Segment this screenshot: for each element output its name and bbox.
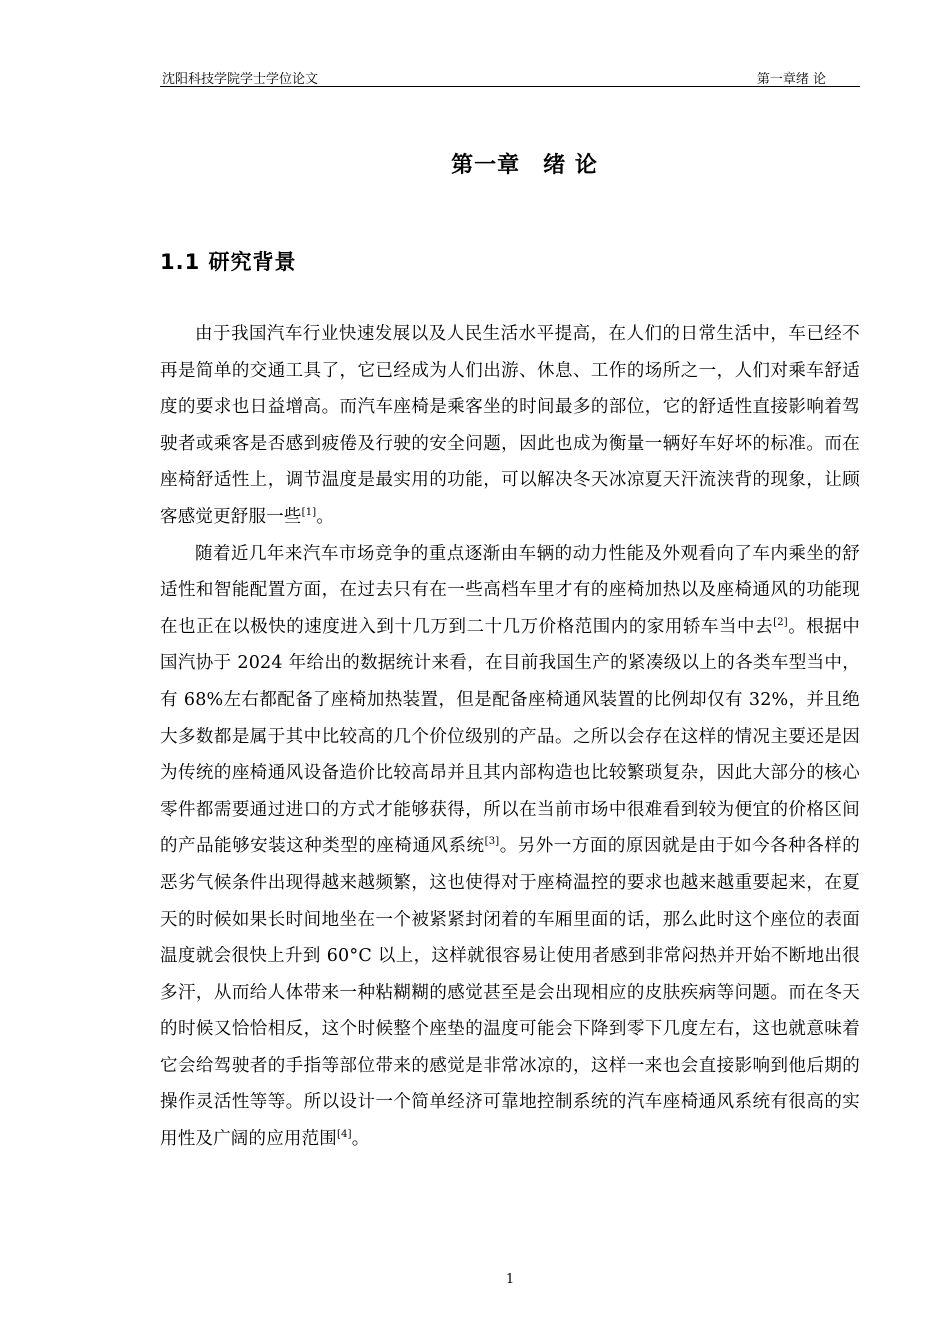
citation-ref: [4] <box>337 1129 352 1141</box>
paragraph-text: 由于我国汽车行业快速发展以及人民生活水平提高，在人们的日常生活中，车已经不再是简单的交通工具了，它已经成为人们出游、休息、工作的场所之一，人们对乘车舒适度的要求也日益增高。而汽车座椅是乘客坐的时间最多的部位，它的舒适性直接影响着驾驶者或乘客是否感到疲倦及行驶的安全问题，因此也成为衡量一辆好车好坏的标准。而在座椅舒适性上，调节温度是最实用的功能，可以解决冬天冰凉夏天汗流浃背的现象，让顾客感觉更舒服一些 <box>160 324 860 527</box>
paragraph <box>160 536 860 1158</box>
paragraph <box>160 316 860 536</box>
section-title: 1.1 研究背景 <box>160 250 297 274</box>
paragraph-text: 随着近几年来汽车市场竞争的重点逐渐由车辆的动力性能及外观看向了车内乘坐的舒适性和智能配置方面，在过去只有在一些高档车里才有的座椅加热以及座椅通风的功能现在也正在以极快的速度进入到十几万到二十几万价格范围内的家用轿车当中去 <box>160 543 860 637</box>
paragraph-text: 。 <box>316 506 335 527</box>
paragraph-text: 。另外一方面的原因就是由于如今各种各样的恶劣气候条件出现得越来越频繁，这也使得对于座椅温控的要求也越来越重要起来，在夏天的时候如果长时间地坐在一个被紧紧封闭着的车厢里面的话，那么此时这个座位的表面温度就会很快上升到 60°C 以上，这样就很容易让使用者感到非常闷热并开始不断地出很多汗，从而给人体带来一种粘糊糊的感觉甚至是会出现相应的皮肤疾病等问题。而在冬天的时候又恰恰相反，这个时候整个座垫的温度可能会下降到零下几度左右，这也就意味着它会给驾驶者的手指等部位带来的感觉是非常冰凉的，这样一来也会直接影响到他后期的操作灵活性等等。所以设计一个简单经济可靠地控制系统的汽车座椅通风系统有很高的实用性及广阔的应用范围 <box>160 836 861 1150</box>
citation-ref: [3] <box>484 836 500 848</box>
paragraph-text: 。 <box>351 1129 370 1150</box>
header-chapter-label: 第一章绪 论 <box>756 72 826 87</box>
citation-ref: [1] <box>301 506 317 518</box>
page-number: 1 <box>505 1272 515 1287</box>
header-thesis-title: 沈阳科技学院学士学位论文 <box>162 72 319 87</box>
page-header <box>160 68 860 87</box>
paragraph-text: 。根据中国汽协于 2024 年给出的数据统计来看，在目前我国生产的紧凑级以上的各类车型当中，有 68%左右都配备了座椅加热装置，但是配备座椅通风装置的比例却仅有 32%，并且绝大多数都是属于其中比较高的几个价位级别的产品。之所以会存在这样的情况主要还是因为传统的座椅通风设备造价比较高昂并且其内部构造也比较繁琐复杂，因此大部分的核心零件都需要通过进口的方式才能够获得，所以在当前市场中很难看到较为便宜的价格区间的产品能够安装这种类型的座椅通风系统 <box>160 616 860 857</box>
body-text <box>160 316 860 1158</box>
citation-ref: [2] <box>773 616 788 628</box>
chapter-title: 第一章 绪 论 <box>451 153 598 178</box>
